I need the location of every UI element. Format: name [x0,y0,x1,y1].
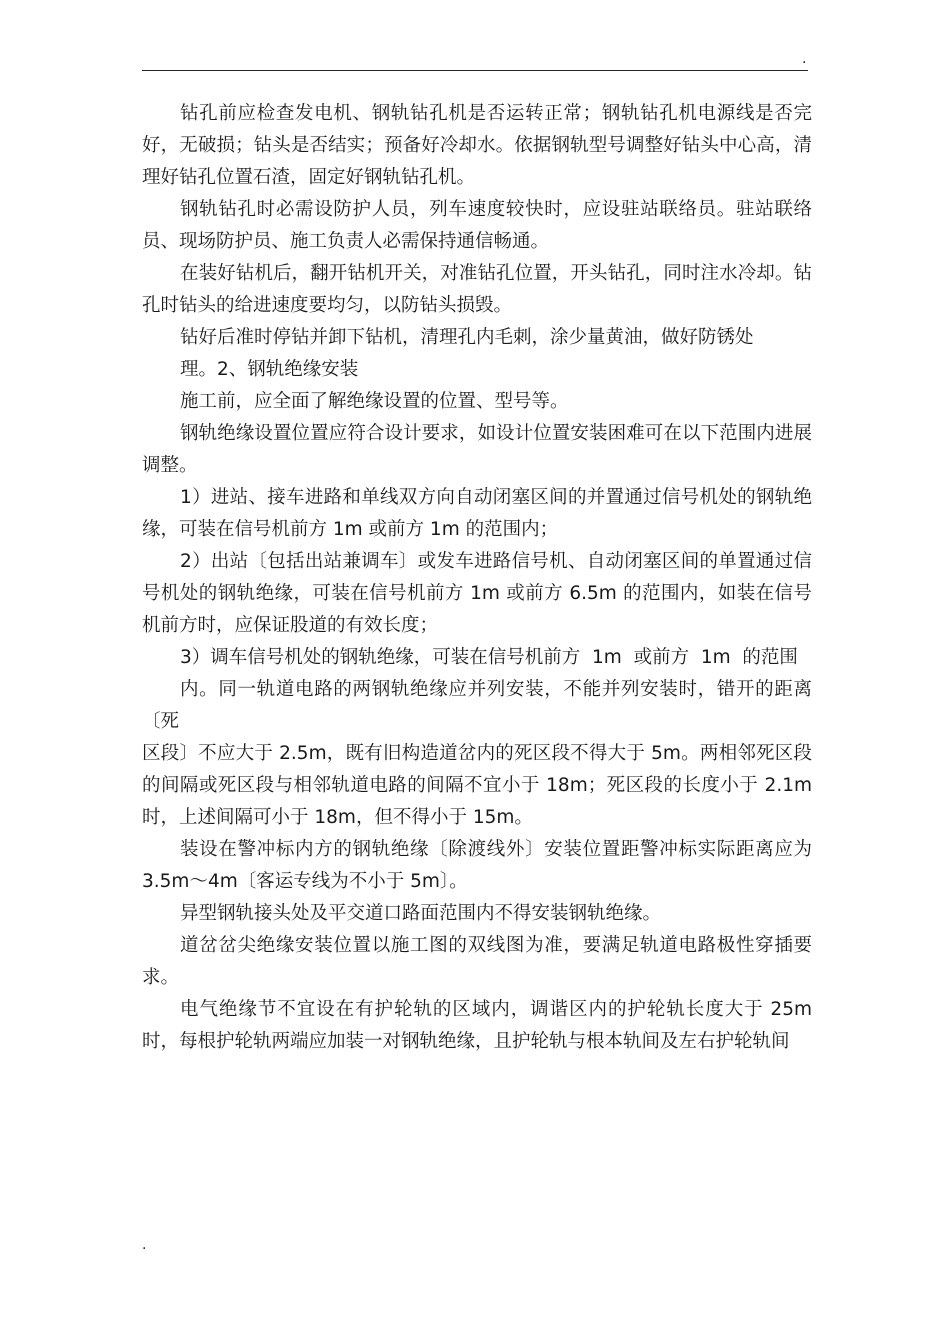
paragraph-list-item: 1）进站、接车进路和单线双方向自动闭塞区间的并置通过信号机处的钢轨绝缘，可装在信号机前方 1m 或前方 1m 的范围内； [142,487,812,540]
paragraph: 钢轨钻孔时必需设防护人员，列车速度较快时，应设驻站联络员。驻站联络员、现场防护员、施工负责人必需保持通信畅通。 [142,199,812,252]
document-body [142,98,818,1058]
paragraph: 钻孔前应检查发电机、钢轨钻孔机是否运转正常；钢轨钻孔机电源线是否完好，无破损；钻头是否结实；预备好冷却水。依据钢轨型号调整好钻头中心高，清理好钻孔位置石渣，固定好钢轨钻孔机。 [142,103,812,188]
paragraph: 钢轨绝缘设置位置应符合设计要求，如设计位置安装困难可在以下范围内进展调整。 [142,423,812,476]
paragraph: 施工前，应全面了解绝缘设置的位置、型号等。 [180,391,569,412]
paragraph: 电气绝缘节不宜设在有护轮轨的区域内，调谐区内的护轮轨长度大于 25m 时，每根护轮轨两端应加装一对钢轨绝缘，且护轮轨与根本轨间及左右护轮轨间 [142,999,818,1052]
header-dot: . [802,51,807,67]
paragraph: 异型钢轨接头处及平交道口路面范围内不得安装钢轨绝缘。 [180,903,662,924]
paragraph: 内。同一轨道电路的两钢轨绝缘应并列安装，不能并列安装时，错开的距离〔死 [142,679,812,732]
paragraph: 钻好后准时停钻并卸下钻机，清理孔内毛刺，涂少量黄油，做好防锈处 [180,327,754,348]
paragraph-section-heading: 理。2、钢轨绝缘安装 [180,359,359,380]
paragraph: 区段〕不应大于 2.5m，既有旧构造道岔内的死区段不得大于 5m。两相邻死区段的间隔或死区段与相邻轨道电路的间隔不宜小于 18m；死区段的长度小于 2.1m 时，上述间隔可小于 18m，但不得小于 15m。 [142,743,818,828]
paragraph: 在装好钻机后，翻开钻机开关，对准钻孔位置，开头钻孔，同时注水冷却。钻孔时钻头的给进速度要均匀，以防钻头损毁。 [142,263,812,316]
paragraph-list-item: 2）出站〔包括出站兼调车〕或发车进路信号机、自动闭塞区间的单置通过信号机处的钢轨绝缘，可装在信号机前方 1m 或前方 6.5m 的范围内，如装在信号机前方时，应保证股道的有效长度； [142,551,812,636]
footer-dot: . [142,1237,147,1253]
paragraph-list-item: 3）调车信号机处的钢轨绝缘，可装在信号机前方 1m 或前方 1m 的范围 [180,647,798,668]
paragraph: 装设在警冲标内方的钢轨绝缘〔除渡线外〕安装位置距警冲标实际距离应为3.5m～4m〔客运专线为不小于 5m〕。 [142,839,812,892]
paragraph: 道岔岔尖绝缘安装位置以施工图的双线图为准，要满足轨道电路极性穿插要求。 [142,935,812,988]
header-rule [142,70,808,71]
